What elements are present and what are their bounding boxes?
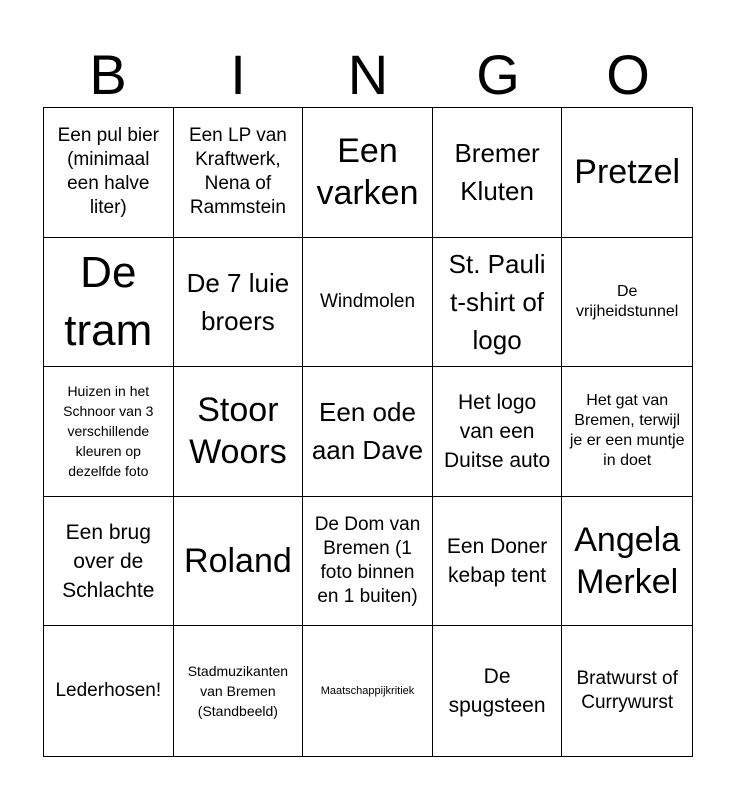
bingo-cell-text: St. Pauli t-shirt of logo: [448, 248, 546, 355]
bingo-cell[interactable]: [44, 626, 174, 756]
header-letter-g: G: [476, 43, 520, 106]
bingo-cell[interactable]: [562, 367, 692, 497]
bingo-cell[interactable]: [174, 497, 304, 627]
bingo-cell[interactable]: [174, 108, 304, 238]
bingo-cell-text: Stadmuzikanten van Bremen (Standbeeld): [187, 663, 289, 720]
bingo-cell-text: Bratwurst of Currywurst: [576, 668, 678, 714]
bingo-cell[interactable]: [44, 497, 174, 627]
bingo-cell[interactable]: [174, 238, 304, 368]
bingo-header: [43, 44, 693, 106]
bingo-cell[interactable]: [44, 108, 174, 238]
bingo-cell[interactable]: [433, 497, 563, 627]
bingo-cell-text: Een pul bier (minimaal een halve liter): [57, 125, 159, 219]
bingo-cell-text: Een ode aan Dave: [311, 397, 424, 466]
bingo-cell[interactable]: [562, 497, 692, 627]
header-letter-b: B: [89, 43, 127, 106]
bingo-board: [43, 107, 693, 757]
bingo-cell-text: Het gat van Bremen, terwijl je er een muntje in doet: [569, 392, 685, 470]
bingo-cell[interactable]: [562, 626, 692, 756]
bingo-cell[interactable]: [433, 108, 563, 238]
bingo-cell[interactable]: [303, 497, 433, 627]
bingo-cell-text: Windmolen: [319, 290, 416, 312]
bingo-cell[interactable]: [303, 367, 433, 497]
bingo-cell-text: De spugsteen: [448, 665, 546, 718]
bingo-cell[interactable]: [433, 238, 563, 368]
bingo-cell-text: Het logo van een Duitse auto: [443, 390, 551, 472]
bingo-cell[interactable]: [433, 367, 563, 497]
bingo-cell-text: De Dom van Bremen (1 foto binnen en 1 buiten): [314, 514, 421, 608]
bingo-cell-text: De vrijheidstunnel: [576, 282, 679, 320]
bingo-cell-text: Pretzel: [574, 153, 681, 192]
bingo-cell[interactable]: [174, 367, 304, 497]
bingo-cell-text: Angela Merkel: [574, 521, 681, 602]
header-letter-n: N: [347, 43, 389, 106]
bingo-cell-text: De tram: [64, 247, 153, 355]
bingo-cell[interactable]: [44, 367, 174, 497]
bingo-cell-text: Een brug over de Schlachte: [62, 520, 155, 602]
bingo-cell-text: Stoor Woors: [189, 391, 287, 472]
header-letter-o: O: [606, 43, 650, 106]
bingo-cell[interactable]: [44, 238, 174, 368]
bingo-cell-text: Lederhosen!: [55, 680, 162, 702]
bingo-cell-text: Maatschappijkritiek: [320, 685, 415, 698]
bingo-cell[interactable]: [562, 108, 692, 238]
header-letter-i: I: [230, 43, 246, 106]
bingo-cell-text: Bremer Kluten: [454, 138, 540, 207]
bingo-cell-text: Een LP van Kraftwerk, Nena of Rammstein: [188, 125, 287, 219]
bingo-cell[interactable]: [562, 238, 692, 368]
bingo-cell[interactable]: [303, 238, 433, 368]
bingo-cell-text: Een Doner kebap tent: [446, 535, 548, 588]
bingo-cell-text: Roland: [184, 542, 292, 581]
bingo-cell-text: De 7 luie broers: [186, 267, 290, 336]
bingo-cell[interactable]: [303, 108, 433, 238]
bingo-cell[interactable]: [433, 626, 563, 756]
bingo-cell[interactable]: [174, 626, 304, 756]
bingo-cell-text: Huizen in het Schnoor van 3 verschillende kleuren op dezelfde foto: [63, 383, 154, 480]
bingo-cell-text: Een varken: [316, 132, 419, 213]
bingo-cell[interactable]: [303, 626, 433, 756]
